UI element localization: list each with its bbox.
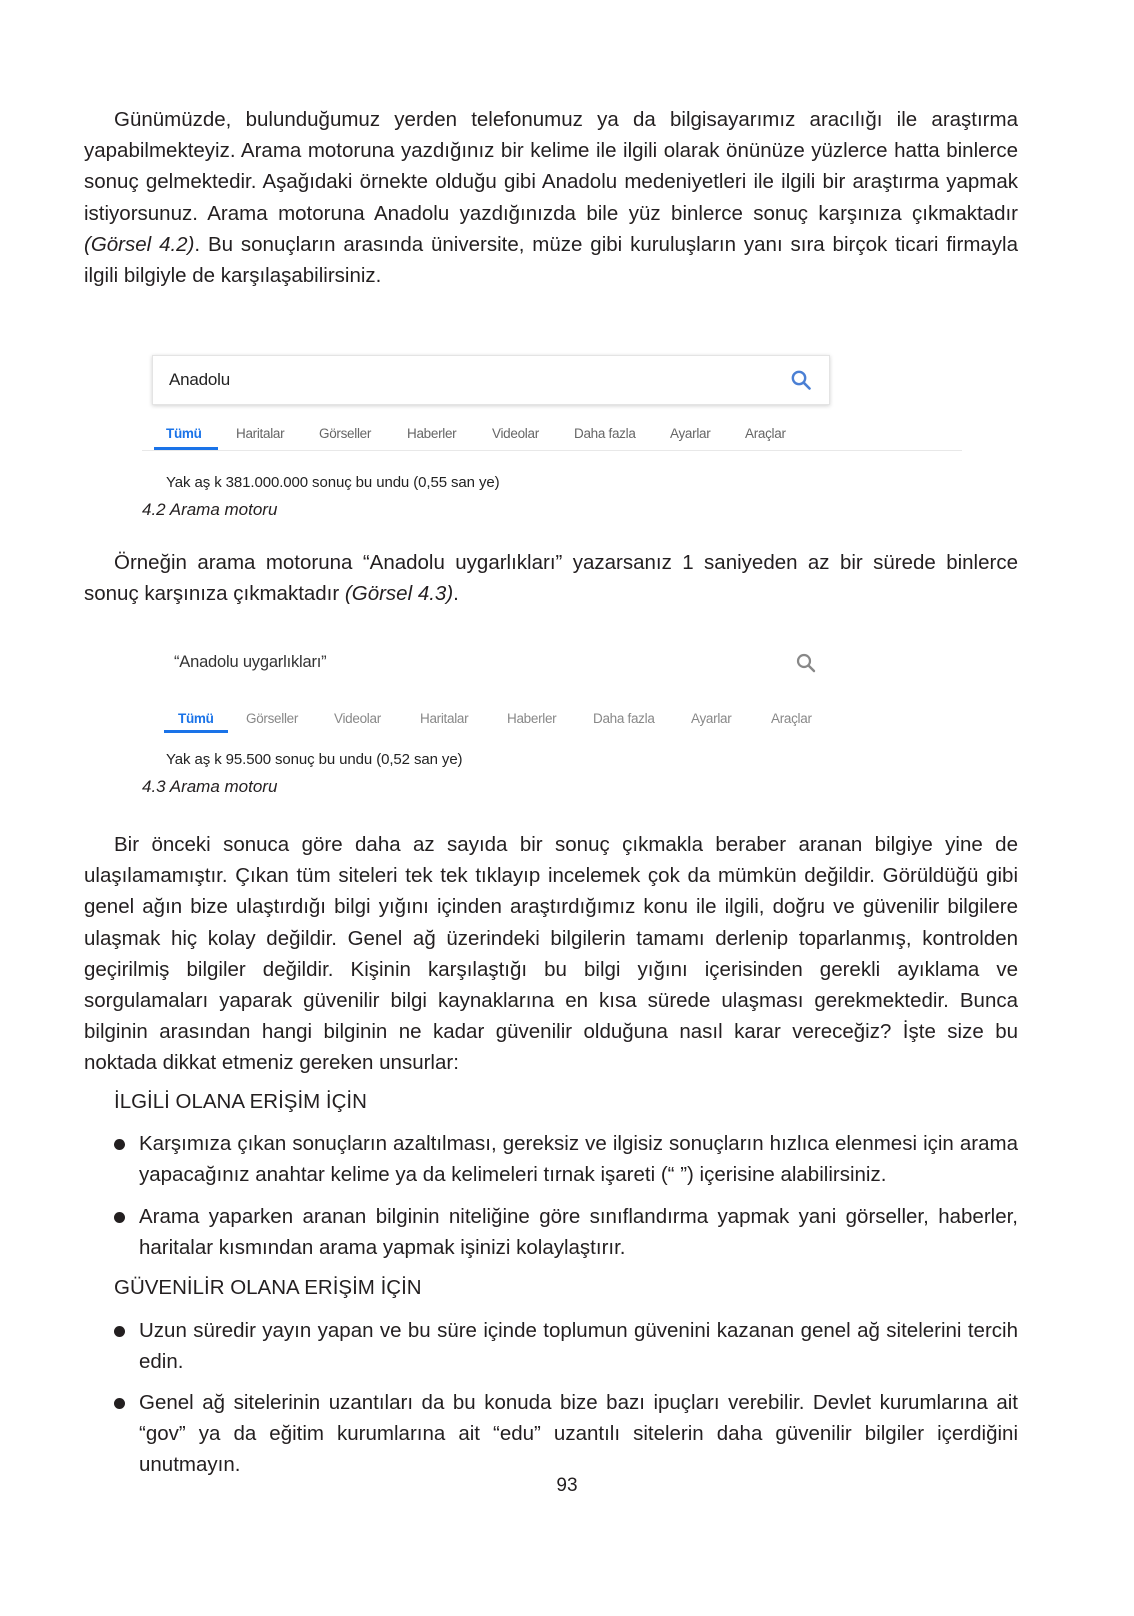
tab-more[interactable]: Daha fazla bbox=[574, 426, 636, 441]
search-tabs bbox=[142, 420, 962, 451]
result-count-1: Yak aş k 381.000.000 sonuç bu undu (0,55 san ye) bbox=[166, 474, 500, 491]
tab-videos[interactable]: Videolar bbox=[334, 711, 381, 726]
search-query: Anadolu bbox=[169, 370, 230, 389]
search-engine-screenshot-2 bbox=[152, 643, 852, 758]
search-query: “Anadolu uygarlıkları” bbox=[174, 653, 327, 671]
figure-reference: (Görsel 4.3) bbox=[344, 582, 454, 606]
result-count-2: Yak aş k 95.500 sonuç bu undu (0,52 san ye) bbox=[166, 751, 463, 768]
search-icon[interactable] bbox=[794, 651, 818, 675]
tab-more[interactable]: Daha fazla bbox=[593, 711, 655, 726]
bullet-item: Genel ağ sitelerinin uzantıları da bu konuda bize bazı ipuçları verebilir. Devlet kurumlarına ait “gov” ya da eğitim kurumlarına ait “edu” uzantılı sitelerin daha güvenilir bilgiler içerdiğini unutmayın. bbox=[114, 1387, 1018, 1481]
section-heading-relevant: İLGİLİ OLANA ERİŞİM İÇİN bbox=[114, 1090, 367, 1113]
tab-all[interactable]: Tümü bbox=[166, 426, 202, 441]
bullet-dot-icon bbox=[114, 1139, 125, 1150]
search-engine-screenshot-1 bbox=[142, 343, 962, 473]
figure-caption-1: 4.2 Arama motoru bbox=[142, 500, 278, 519]
figure-reference: (Görsel 4.2) bbox=[84, 232, 195, 256]
tab-maps[interactable]: Haritalar bbox=[420, 711, 469, 726]
tab-tools[interactable]: Araçlar bbox=[745, 426, 786, 441]
search-box[interactable] bbox=[152, 355, 830, 405]
active-tab-underline bbox=[164, 730, 228, 733]
page-number: 93 bbox=[556, 1475, 578, 1496]
third-paragraph: Bir önceki sonuca göre daha az sayıda bir sonuç çıkmakla beraber aranan bilgiye yine de ulaşılamamıştır. Çıkan tüm siteleri tek tek tıklayıp incelemek çok da mümkün değildir. Görüldüğü gibi genel ağın bize ulaştırdığı bilgi yığını içinden araştırdığımız konu ile ilgili, doğru ve güvenilir bilgilere ulaşmak hiç kolay değildir. Genel ağ üzerindeki bilgilerin tamamı derlenip toparlanmış, kontrolden geçirilmiş bilgiler değildir. Kişinin karşılaştığı bu bilgi yığını içerisinden gerekli ayıklama ve sorgulamaları yaparak güvenilir bilgi kaynaklarına en kısa sürede ulaşması gerekmektedir. Bunca bilginin arasından hangi bilginin ne kadar güvenilir olduğuna nasıl karar vereceğiz? İşte size bu noktada dikkat etmeniz gereken unsurlar: bbox=[84, 833, 1018, 1075]
bullet-dot-icon bbox=[114, 1398, 125, 1409]
search-tabs bbox=[152, 705, 852, 735]
tab-settings[interactable]: Ayarlar bbox=[691, 711, 732, 726]
tab-all[interactable]: Tümü bbox=[178, 711, 214, 726]
second-paragraph: Örneğin arama motoruna “Anadolu uygarlıkları” yazarsanız 1 saniyeden az bir sürede binlerce sonuç karşınıza çıkmaktadır (Görsel 4.3). bbox=[84, 551, 1018, 606]
bullet-dot-icon bbox=[114, 1326, 125, 1337]
tab-images[interactable]: Görseller bbox=[246, 711, 299, 726]
tab-settings[interactable]: Ayarlar bbox=[670, 426, 711, 441]
tab-videos[interactable]: Videolar bbox=[492, 426, 539, 441]
tab-news[interactable]: Haberler bbox=[407, 426, 457, 441]
intro-paragraph: Günümüzde, bulunduğumuz yerden telefonumuz ya da bilgisayarımız aracılığı ile araştırma yapabilmekteyiz. Arama motoruna yazdığınız bir kelime ile ilgili olarak önünüze yüzlerce hatta binlerce sonuç gelmektedir. Aşağıdaki örnekte olduğu gibi Anadolu medeniyetleri ile ilgili bir araştırma yapmak istiyorsunuz. Arama motoruna Anadolu yazdığınızda bile yüz binlerce sonuç karşınıza çıkmaktadır (Görsel 4.2). Bu sonuçların arasında üniversite, müze gibi kuruluşların yanı sıra birçok ticari firmayla ilgili bilgiyle de karşılaşabilirsiniz. bbox=[84, 108, 1018, 288]
tab-images[interactable]: Görseller bbox=[319, 426, 372, 441]
section-heading-reliable: GÜVENİLİR OLANA ERİŞİM İÇİN bbox=[114, 1276, 422, 1299]
bullet-item: Arama yaparken aranan bilginin niteliğine göre sınıflandırma yapmak yani görseller, haberler, haritalar kısmından arama yapmak işinizi kolaylaştırır. bbox=[114, 1201, 1018, 1263]
tab-tools[interactable]: Araçlar bbox=[771, 711, 812, 726]
tab-maps[interactable]: Haritalar bbox=[236, 426, 285, 441]
bullet-item: Uzun süredir yayın yapan ve bu süre içinde toplumun güvenini kazanan genel ağ sitelerini tercih edin. bbox=[114, 1315, 1018, 1377]
tab-news[interactable]: Haberler bbox=[507, 711, 557, 726]
bullet-dot-icon bbox=[114, 1212, 125, 1223]
search-icon[interactable] bbox=[789, 368, 813, 392]
figure-caption-2: 4.3 Arama motoru bbox=[142, 777, 278, 796]
bullet-item: Karşımıza çıkan sonuçların azaltılması, gereksiz ve ilgisiz sonuçların hızlıca elenmesi için arama yapacağınız anahtar kelime ya da kelimeleri tırnak işareti (“ ”) içerisine alabilirsiniz. bbox=[114, 1128, 1018, 1190]
active-tab-underline bbox=[154, 447, 218, 450]
